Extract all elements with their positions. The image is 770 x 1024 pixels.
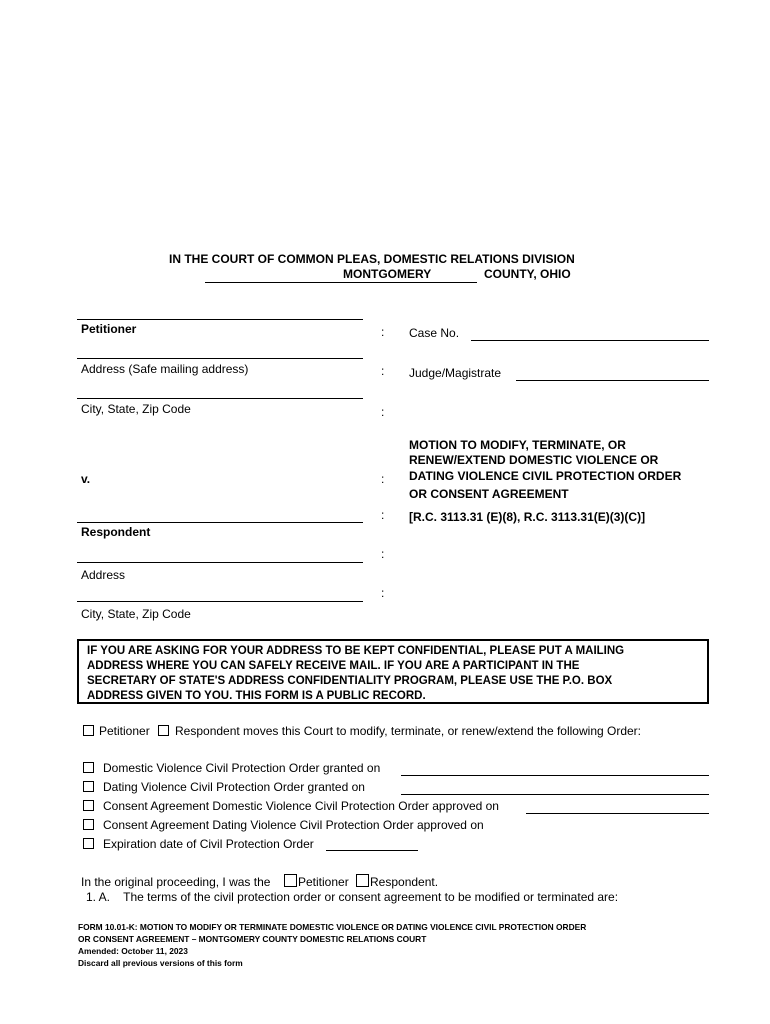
court-title: IN THE COURT OF COMMON PLEAS, DOMESTIC RELATIONS DIVISION <box>169 252 575 266</box>
judge-label: Judge/Magistrate <box>409 366 502 380</box>
movant-respondent-label: Respondent moves this Court to modify, terminate, or renew/extend the following Order: <box>175 724 642 738</box>
petitioner-city-label: City, State, Zip Code <box>81 402 191 416</box>
motion-title-line: DATING VIOLENCE CIVIL PROTECTION ORDER <box>409 468 682 483</box>
order-date-field[interactable] <box>401 775 709 776</box>
motion-title-line: OR CONSENT AGREEMENT <box>409 486 569 501</box>
item-1a-text: 1. A. The terms of the civil protection order or consent agreement to be modified or terminated are: <box>86 890 619 904</box>
colon: : <box>381 508 385 522</box>
original-respondent-checkbox[interactable] <box>356 874 369 887</box>
case-number-label: Case No. <box>409 326 460 340</box>
order-checkbox-dating-cpo[interactable] <box>83 781 94 792</box>
footer-line: FORM 10.01-K: MOTION TO MODIFY OR TERMINATE DOMESTIC VIOLENCE OR DATING VIOLENCE CIVIL PROTECTION ORDER <box>78 922 587 932</box>
respondent-name-line[interactable] <box>77 522 363 523</box>
colon: : <box>381 325 385 339</box>
judge-field[interactable] <box>516 380 709 381</box>
expiration-date-field[interactable] <box>326 850 418 851</box>
statute-citation: [R.C. 3113.31 (E)(8), R.C. 3113.31(E)(3)(C)] <box>409 510 646 524</box>
respondent-checkbox[interactable] <box>158 725 169 736</box>
footer-line: Discard all previous versions of this form <box>78 958 243 968</box>
movant-petitioner-label: Petitioner <box>99 724 150 738</box>
respondent-label: Respondent <box>81 525 151 539</box>
order-label-expiration: Expiration date of Civil Protection Order <box>103 837 314 851</box>
county-name: MONTGOMERY <box>343 267 432 281</box>
respondent-address-line[interactable] <box>77 562 363 563</box>
colon: : <box>381 472 385 486</box>
respondent-address-label: Address <box>81 568 126 582</box>
notice-line: ADDRESS WHERE YOU CAN SAFELY RECEIVE MAIL. IF YOU ARE A PARTICIPANT IN THE <box>87 660 580 672</box>
order-date-field[interactable] <box>401 794 709 795</box>
petitioner-name-line[interactable] <box>77 319 363 320</box>
confidentiality-notice <box>77 639 709 704</box>
case-number-field[interactable] <box>471 340 709 341</box>
colon: : <box>381 547 385 561</box>
order-label-consent-dating: Consent Agreement Dating Violence Civil Protection Order approved on <box>103 818 484 832</box>
respondent-city-line[interactable] <box>77 601 363 602</box>
motion-title <box>409 438 681 502</box>
original-petitioner-checkbox[interactable] <box>284 874 297 887</box>
order-checkbox-consent-dating[interactable] <box>83 819 94 830</box>
colon: : <box>381 405 385 419</box>
county-suffix: COUNTY, OHIO <box>484 267 571 281</box>
footer-line: OR CONSENT AGREEMENT – MONTGOMERY COUNTY DOMESTIC RELATIONS COURT <box>78 934 427 944</box>
colon: : <box>381 586 385 600</box>
motion-title-line: RENEW/EXTEND DOMESTIC VIOLENCE OR <box>409 453 659 468</box>
motion-title-line: MOTION TO MODIFY, TERMINATE, OR <box>409 438 626 452</box>
order-label-consent-dv: Consent Agreement Domestic Violence Civil Protection Order approved on <box>103 799 499 813</box>
order-checkbox-consent-dv[interactable] <box>83 800 94 811</box>
original-proceeding-text: In the original proceeding, I was the <box>81 875 271 889</box>
original-respondent-label: Respondent. <box>370 875 439 889</box>
petitioner-checkbox[interactable] <box>83 725 94 736</box>
order-label-dv-cpo: Domestic Violence Civil Protection Order granted on <box>103 761 381 775</box>
notice-line: ADDRESS GIVEN TO YOU. THIS FORM IS A PUBLIC RECORD. <box>87 690 426 702</box>
order-checkbox-dv-cpo[interactable] <box>83 762 94 773</box>
order-date-field[interactable] <box>526 813 709 814</box>
petitioner-city-line[interactable] <box>77 398 363 399</box>
order-label-dating-cpo: Dating Violence Civil Protection Order granted on <box>103 780 365 794</box>
versus-label: v. <box>81 472 91 486</box>
colon: : <box>381 364 385 378</box>
respondent-city-label: City, State, Zip Code <box>81 607 191 621</box>
petitioner-label: Petitioner <box>81 322 137 336</box>
petitioner-address-line[interactable] <box>77 358 363 359</box>
county-line <box>205 282 477 283</box>
original-petitioner-label: Petitioner <box>298 875 349 889</box>
form-footer <box>78 921 586 969</box>
notice-line: SECRETARY OF STATE'S ADDRESS CONFIDENTIALITY PROGRAM, PLEASE USE THE P.O. BOX <box>87 675 613 687</box>
order-checkbox-expiration[interactable] <box>83 838 94 849</box>
footer-line: Amended: October 11, 2023 <box>78 946 188 956</box>
petitioner-address-label: Address (Safe mailing address) <box>81 362 249 376</box>
notice-line: IF YOU ARE ASKING FOR YOUR ADDRESS TO BE KEPT CONFIDENTIAL, PLEASE PUT A MAILING <box>87 645 625 657</box>
